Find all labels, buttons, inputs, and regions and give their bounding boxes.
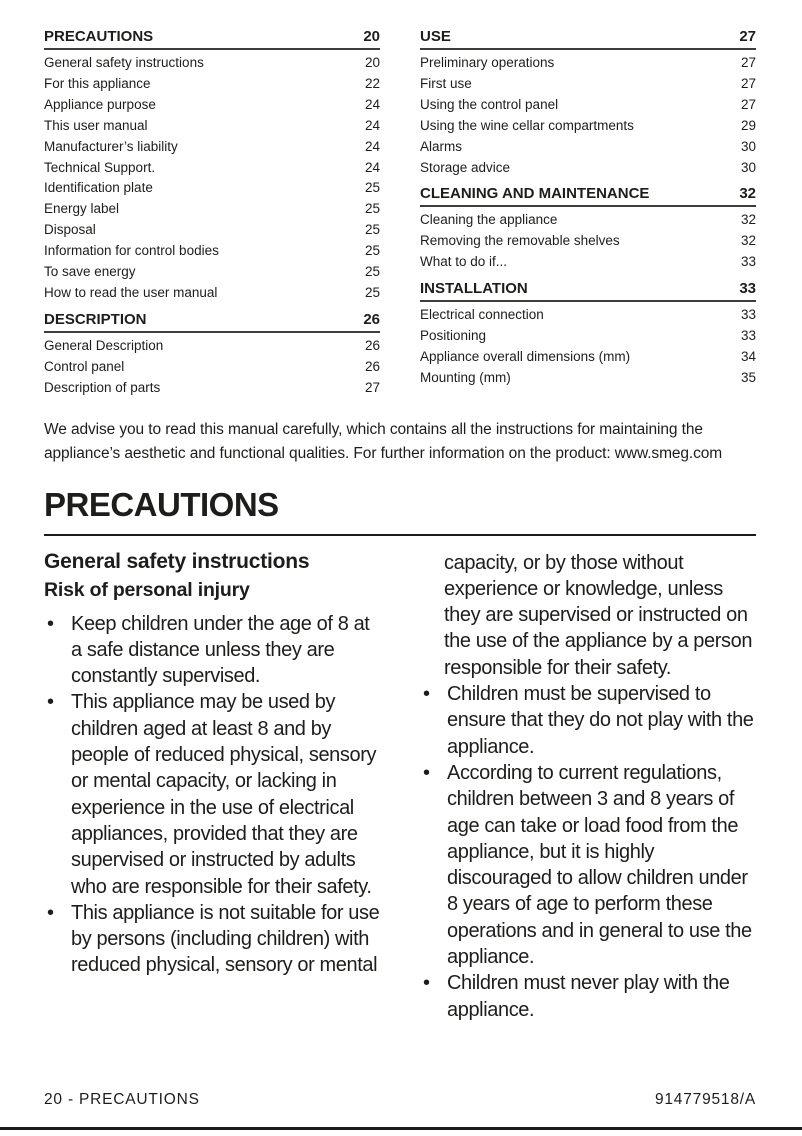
toc-entry	[420, 158, 756, 179]
toc-entry-label: Disposal	[44, 222, 96, 238]
toc-entry	[420, 116, 756, 137]
intro-paragraph: We advise you to read this manual carefully, which contains all the instructions for maintaining the appliance’s aesthetic and functional qualities. For further information on the product: www.smeg.com	[44, 420, 723, 463]
chapter-body	[44, 544, 756, 1023]
bullet-text: According to current regulations, children between 3 and 8 years of age can take or load food from the appliance, but it is highly discouraged to allow children under 8 years of age to perform these operations and in general to use the appliance.	[447, 761, 752, 969]
toc-entry-page: 27	[364, 379, 380, 395]
toc-entry-page: 25	[364, 243, 380, 259]
toc-entry-page: 30	[740, 138, 756, 154]
toc-entry-label: Removing the removable shelves	[420, 233, 620, 249]
toc-entry	[44, 95, 380, 116]
bullet-item	[44, 611, 380, 690]
toc-entry	[420, 95, 756, 116]
toc-entry	[420, 137, 756, 158]
bullet-text: Children must be supervised to ensure that they do not play with the appliance.	[447, 683, 754, 758]
toc-entry-page: 30	[740, 159, 756, 175]
toc-section-header	[420, 184, 756, 207]
toc-section-page: 26	[363, 310, 380, 328]
toc-entry-page: 22	[364, 75, 380, 91]
toc-entry-label: Positioning	[420, 328, 487, 344]
toc-entry-label: Storage advice	[420, 159, 511, 175]
toc-section-page: 27	[739, 28, 756, 45]
bullet-text: Children must never play with the appliance.	[447, 972, 730, 1021]
toc-entry	[420, 53, 756, 74]
toc-entry	[44, 53, 380, 74]
toc-entry	[420, 368, 756, 389]
toc-entry	[44, 262, 380, 283]
toc-entry-page: 32	[740, 212, 756, 228]
toc-section-title: USE	[420, 28, 451, 45]
footer-doc-code: 914779518/A	[654, 1091, 756, 1108]
toc-entry	[44, 220, 380, 241]
toc-entry-label: Control panel	[44, 358, 125, 374]
toc-entry	[420, 326, 756, 347]
toc-entry-page: 29	[740, 117, 756, 133]
toc-entry-label: Description of parts	[44, 379, 161, 395]
toc-entry-page: 24	[364, 96, 380, 112]
footer-page-label: 20 - PRECAUTIONS	[44, 1091, 200, 1108]
toc-entry	[44, 116, 380, 137]
body-column-right	[420, 544, 756, 1023]
bullet-text: This appliance is not suitable for use by persons (including children) with reduced physical, sensory or mental	[71, 901, 380, 977]
bullet-marker: •	[423, 683, 430, 706]
bullet-marker: •	[423, 972, 430, 995]
body-column-left	[44, 544, 380, 1023]
toc-entry	[44, 283, 380, 304]
toc-entry	[44, 158, 380, 179]
toc-entry-label: For this appliance	[44, 75, 151, 91]
toc-section-header	[44, 27, 380, 50]
page-content	[44, 0, 756, 1023]
toc-entry-label: To save energy	[44, 264, 136, 280]
subsection-heading: Risk of personal injury	[44, 578, 250, 601]
toc-entry-label: Information for control bodies	[44, 243, 219, 259]
toc-entry-label: Manufacturer’s liability	[44, 138, 178, 154]
toc-section-title: CLEANING AND MAINTENANCE	[420, 185, 650, 203]
toc-entry	[44, 241, 380, 262]
toc-entry-page: 25	[364, 284, 380, 300]
toc-section-title: INSTALLATION	[420, 280, 528, 298]
toc-entry-page: 25	[364, 264, 380, 280]
toc-entry	[420, 231, 756, 252]
section-heading: General safety instructions	[44, 549, 310, 573]
toc-entry-page: 34	[740, 348, 756, 364]
toc-entry-label: How to read the user manual	[44, 284, 218, 300]
toc-entry-label: Energy label	[44, 201, 120, 217]
bullet-item	[44, 689, 380, 899]
toc-entry	[420, 74, 756, 95]
bullet-marker: •	[47, 612, 54, 635]
toc-entry-page: 33	[740, 307, 756, 323]
toc-entry-label: Using the control panel	[420, 96, 559, 112]
chapter-title: PRECAUTIONS	[44, 485, 279, 523]
chapter-rule	[44, 534, 756, 536]
toc-section-title: DESCRIPTION	[44, 310, 147, 328]
toc-entry-label: First use	[420, 75, 472, 91]
bullet-item	[44, 900, 380, 979]
bullet-text: Keep children under the age of 8 at a safe distance unless they are constantly supervised.	[71, 612, 370, 688]
toc-entry-label: Alarms	[420, 138, 463, 154]
toc-entry-label: Technical Support.	[44, 159, 156, 175]
bullet-item	[420, 970, 756, 1023]
continuation-text: capacity, or by those without experience or knowledge, unless they are supervised or instructed on the use of the appliance by a person responsible for their safety.	[444, 551, 753, 679]
toc-column-left	[44, 27, 380, 399]
toc-entry-label: What to do if...	[420, 254, 508, 270]
toc-entry	[420, 347, 756, 368]
bullet-text: This appliance may be used by children aged at least 8 and by people of reduced physical, sensory or mental capacity, or lacking in experience in the use of electrical appliances, provided that they are supervised or instructed by adults who are responsible for their safety.	[71, 691, 377, 898]
toc-entry	[44, 378, 380, 399]
toc-section-page: 20	[363, 28, 380, 45]
toc-section-page: 32	[739, 185, 756, 203]
toc-entry-label: Mounting (mm)	[420, 369, 511, 385]
toc-entry-label: Electrical connection	[420, 307, 544, 323]
toc-entry	[44, 357, 380, 378]
toc-entry-page: 35	[740, 369, 756, 385]
toc-entry	[420, 305, 756, 326]
toc-section-header	[420, 27, 756, 50]
toc-entry-page: 27	[740, 96, 756, 112]
toc-entry-label: General safety instructions	[44, 55, 204, 70]
toc-entry	[44, 199, 380, 220]
bullet-marker: •	[47, 691, 54, 714]
toc-entry-label: Identification plate	[44, 180, 153, 196]
toc-entry	[420, 252, 756, 273]
toc-entry-label: This user manual	[44, 117, 148, 133]
toc-section-header	[420, 279, 756, 302]
toc-entry-page: 33	[740, 328, 756, 344]
toc-entry-label: Using the wine cellar compartments	[420, 117, 634, 133]
toc-entry-page: 24	[364, 159, 380, 175]
bullet-item	[420, 681, 756, 760]
toc-entry	[44, 336, 380, 357]
table-of-contents	[44, 0, 756, 399]
toc-entry-page: 25	[364, 180, 380, 196]
toc-entry-label: Appliance purpose	[44, 96, 156, 112]
toc-entry-page: 26	[364, 337, 380, 353]
toc-entry-page: 25	[364, 222, 380, 238]
toc-section-title: PRECAUTIONS	[44, 28, 154, 45]
toc-entry-label: Appliance overall dimensions (mm)	[420, 348, 631, 364]
toc-entry-page: 32	[740, 233, 756, 249]
toc-entry-page: 33	[740, 254, 756, 270]
toc-entry-page: 27	[740, 75, 756, 91]
bullet-marker: •	[423, 761, 430, 784]
toc-entry	[44, 178, 380, 199]
toc-section-header	[44, 310, 380, 333]
toc-entry-page: 20	[364, 55, 380, 70]
toc-entry-page: 24	[364, 138, 380, 154]
bottom-rule	[0, 1127, 802, 1130]
toc-section-page: 33	[739, 280, 756, 298]
toc-entry-page: 27	[740, 55, 756, 70]
toc-entry-page: 25	[364, 201, 380, 217]
toc-entry-label: General Description	[44, 337, 164, 353]
bullet-item	[420, 760, 756, 970]
toc-column-right	[420, 27, 756, 399]
toc-entry-label: Preliminary operations	[420, 55, 555, 70]
toc-entry	[420, 210, 756, 231]
toc-entry-page: 24	[364, 117, 380, 133]
toc-entry	[44, 137, 380, 158]
toc-entry-page: 26	[364, 358, 380, 374]
toc-entry	[44, 74, 380, 95]
toc-entry-label: Cleaning the appliance	[420, 212, 558, 228]
bullet-marker: •	[47, 901, 54, 924]
page-footer	[44, 1091, 756, 1109]
